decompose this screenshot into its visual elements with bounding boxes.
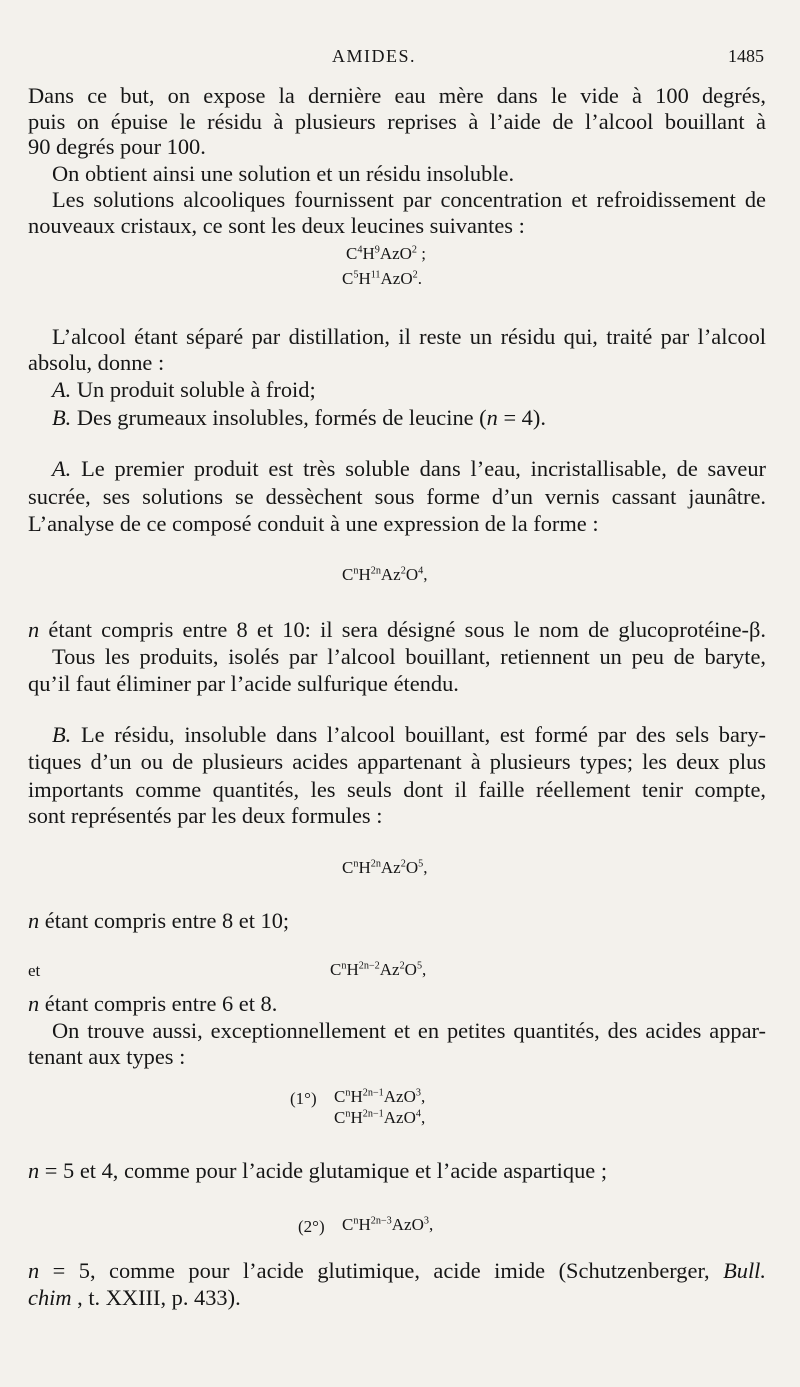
text-line: Tous les produits, isolés par l’alcool bouillant, retiennent un peu de baryte, [52,644,766,669]
text-line: absolu, donne : [28,350,165,375]
text-line: puis on épuise le résidu à plusieurs reprises à l’aide de l’alcool bouillant à [28,109,766,134]
text-line: importants comme quantités, les seuls dont il faille réellement tenir compte, [28,777,766,802]
text-line: n = 5 et 4, comme pour l’acide glutamique et l’acide aspartique ; [28,1158,608,1183]
text-line: qu’il faut éliminer par l’acide sulfurique étendu. [28,671,459,696]
formula-number-1: (1°) [290,1089,317,1108]
text-line: tenant aux types : [28,1044,186,1069]
formula-leucine-c5: $C^5H^{11}AzO^2$. [342,269,422,288]
text-line: 90 degrés pour 100. [28,134,206,159]
text-line: L’alcool étant séparé par distillation, il reste un résidu qui, traité par l’alcool [52,324,766,349]
text-line: A. Le premier produit est très soluble dans l’eau, incristallisable, de saveur [52,456,766,481]
page-number: 1485 [728,46,764,66]
list-item-b: B. Des grumeaux insolubles, formés de leucine (n = 4). [52,405,546,430]
text-line: n étant compris entre 6 et 8. [28,991,278,1016]
formula-type-1: $C^nH^{2n}Az^2O^5$, [342,858,428,877]
formula-type-2: $C^nH^{2n-2}Az^2O^5$, [330,960,427,979]
text-line: L’analyse de ce composé conduit à une expression de la forme : [28,511,599,536]
text-line: B. Le résidu, insoluble dans l’alcool bouillant, est formé par des sels bary- [52,722,766,747]
text-line: sont représentés par les deux formules : [28,803,383,828]
text-line: nouveaux cristaux, ce sont les deux leucines suivantes : [28,213,525,238]
text-line: chim , t. XXIII, p. 433). [28,1285,241,1310]
text-line: et [28,961,41,980]
formula-type-4: $C^nH^{2n-1}AzO^4$, [334,1108,426,1127]
text-line: n étant compris entre 8 et 10: il sera désigné sous le nom de glucoprotéine-β. [28,617,766,642]
text-line: n = 5, comme pour l’acide glutimique, acide imide (Schutzenberger, Bull. [28,1258,766,1283]
text-line: On trouve aussi, exceptionnellement et en petites quantités, des acides appar- [52,1018,766,1043]
formula-glucoproteine: $C^nH^{2n}Az^2O^4$, [342,565,428,584]
text-line: Les solutions alcooliques fournissent par concentration et refroidissement de [52,187,766,212]
formula-number-2: (2°) [298,1217,325,1236]
list-item-a: A. Un produit soluble à froid; [52,377,316,402]
text-line: sucrée, ses solutions se dessèchent sous forme d’un vernis cassant jaunâtre. [28,484,766,509]
running-title: AMIDES. [332,46,417,66]
page-header [0,46,800,70]
formula-leucine-c4: $C^4H^9AzO^2$ ; [346,244,426,263]
formula-type-5: $C^nH^{2n-3}AzO^3$, [342,1215,434,1234]
text-line: tiques d’un ou de plusieurs acides appartenant à plusieurs types; les deux plus [28,749,766,774]
text-line: On obtient ainsi une solution et un résidu insoluble. [52,161,515,186]
text-line: n étant compris entre 8 et 10; [28,908,290,933]
formula-type-3: $C^nH^{2n-1}AzO^3$, [334,1087,426,1106]
text-line: Dans ce but, on expose la dernière eau mère dans le vide à 100 degrés, [28,83,766,108]
